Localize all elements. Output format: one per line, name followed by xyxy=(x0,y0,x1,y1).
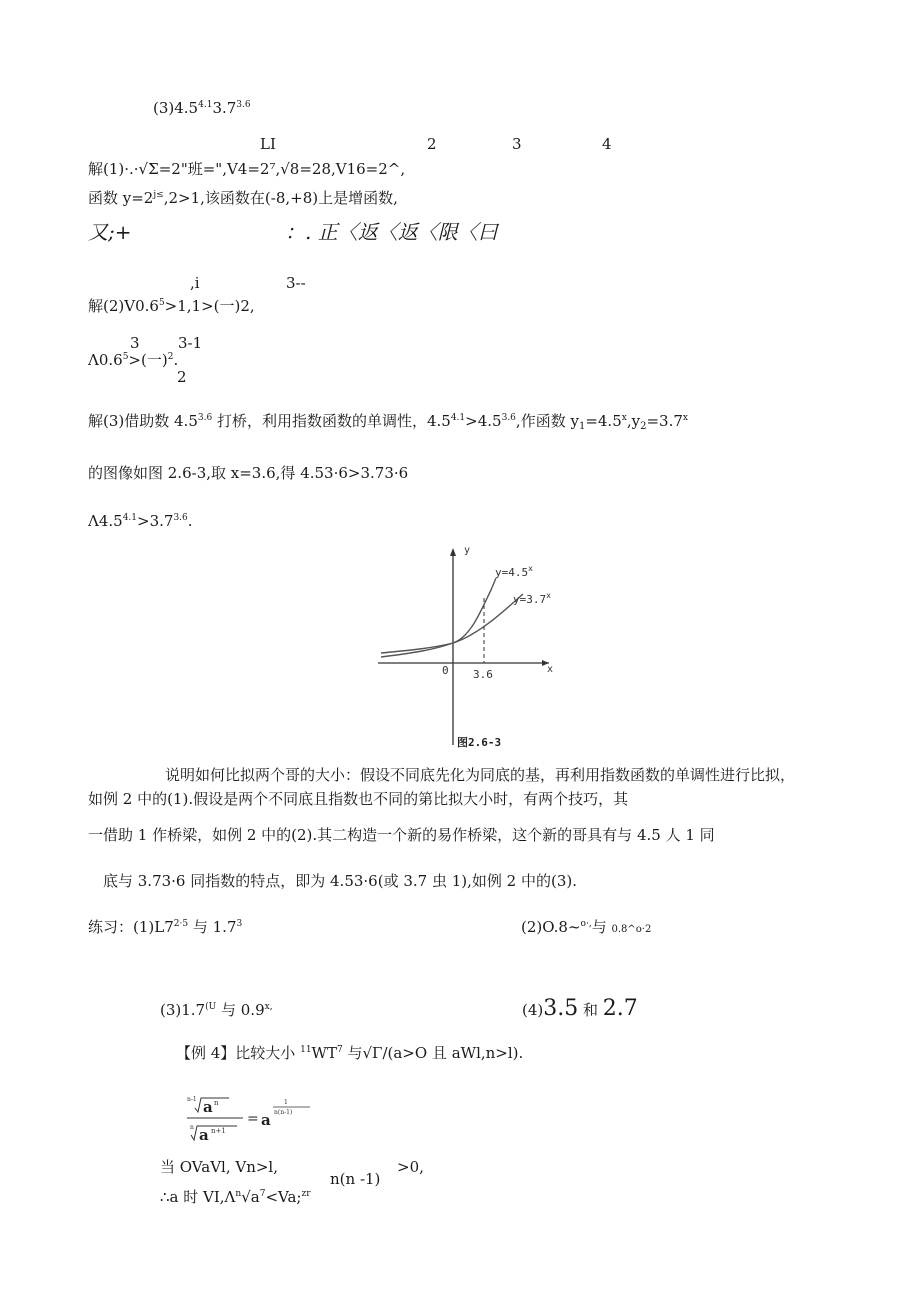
exercise-2: (2)O.8~$^{o\cdot,}$与 0.8^o·2 xyxy=(521,918,652,936)
garbled-line-b: ：. 正〈返〈返〈限〈曰 xyxy=(285,220,498,244)
explanation-para-1: 说明如何比拟两个哥的大小：假设不同底先化为同底的基，再利用指数函数的单调性进行比拟， xyxy=(165,766,796,784)
fragment-li: LI xyxy=(260,135,276,153)
exercise-1: 练习：$(1)L7^{2\cdot 5}$ 与 $1.7^3$ xyxy=(88,918,243,936)
fraction-denominator-2: 2 xyxy=(177,368,187,386)
origin-label: 0 xyxy=(442,664,449,677)
explanation-para-2: 如例 2 中的(1).假设是两个不同底且指数也不同的第比拟大小时，有两个技巧，其 xyxy=(88,790,629,808)
curve-3-7-x xyxy=(381,594,523,653)
denominator-exponent: n+1 xyxy=(211,1127,226,1135)
garbled-line-a: 又;+ xyxy=(88,220,132,244)
y-axis-label: y xyxy=(464,545,471,556)
numerator-index: n-1 xyxy=(187,1096,197,1103)
fragment-3-dash: 3-- xyxy=(286,274,306,292)
fragment-2: 2 xyxy=(427,135,437,153)
fraction-numerator-3: 3 xyxy=(130,334,140,352)
example-4-heading: 【例 4】比较大小 $^{11}WT^7$ 与√Γ/(a>O 且 aWl,n>l). xyxy=(176,1044,524,1062)
solution-3-line: 解(3)借助数 $4.5^{3.6}$ 打桥，利用指数函数的单调性，$4.5^{4.1}>4.5^{3.6}$,作函数 $y_1=4.5^x,y_2=3.7^x$ xyxy=(88,412,688,432)
rhs-exp-numerator: 1 xyxy=(284,1099,288,1106)
figure-reference-line: 的图像如图 2.6-3,取 x=3.6,得 4.53·6>3.73·6 xyxy=(88,464,409,482)
fragment-4: 4 xyxy=(602,135,612,153)
curve-1-label: $y=4.5^x$ xyxy=(495,564,533,579)
explanation-para-3: 一借助 1 作桥梁，如例 2 中的(2).其二构造一个新的易作桥梁，这个新的哥具有与 4.5 人 1 同 xyxy=(88,826,715,844)
tick-3-6-label: 3.6 xyxy=(473,668,493,681)
explanation-para-4: 底与 3.73·6 同指数的特点，即为 4.53·6(或 3.7 虫 1),如例 2 中的(3). xyxy=(103,872,577,890)
example-part-3-heading: $(3)4.5^{4.1}3.7^{3.6}$ xyxy=(153,99,251,117)
curve-2-label: $y=3.7^x$ xyxy=(513,591,551,606)
rhs-base: a xyxy=(261,1111,271,1129)
exercise-3: $(3)1.7^{(U}$ 与 $0.9^{x,}$ xyxy=(160,1001,273,1019)
denominator-product: n(n -1) xyxy=(330,1170,381,1188)
solution-3-conclusion: $\Lambda 4.5^{4.1}>3.7^{3.6}$. xyxy=(88,512,193,530)
y-axis-arrow xyxy=(450,548,456,556)
denominator-index: n xyxy=(190,1124,194,1131)
function-statement: 函数 $y=2^{j\le},2>1$,该函数在(-8,+8)上是增函数, xyxy=(88,189,398,207)
numerator-base: a xyxy=(203,1098,213,1116)
root-ratio-formula xyxy=(185,1090,315,1150)
figure-caption: 图2.6-3 xyxy=(457,736,502,749)
solution-2-line: 解$(2)V0.6^5>1,1>$(一)2, xyxy=(88,297,255,315)
x-axis-label: x xyxy=(547,664,553,675)
rhs-exp-denominator: n(n-1) xyxy=(274,1109,293,1116)
exponential-graph-figure xyxy=(373,540,553,755)
final-conclusion: ∴a 时 $VI,\Lambda^n√a^7<Va;^{zr}$ xyxy=(160,1188,311,1206)
denominator-base: a xyxy=(199,1126,209,1144)
condition-line: 当 OVaVl, Vn>l, xyxy=(160,1158,278,1176)
exercise-4: (4)3.5 和 2.7 xyxy=(522,996,638,1021)
equals-sign: = xyxy=(247,1111,259,1127)
fraction-numerator-3-1: 3-1 xyxy=(178,334,203,352)
numerator-exponent: n xyxy=(214,1099,219,1107)
solution-1-line: 解(1)·.·√Σ=2"班=",V4=2⁷,√8=28,V16=2^, xyxy=(88,160,406,178)
solution-2-conclusion: $\Lambda 0.6^5>$(一)$^2$. xyxy=(88,351,179,369)
fragment-i: ,i xyxy=(190,274,200,292)
fragment-3: 3 xyxy=(512,135,522,153)
positive-comparison: >0, xyxy=(397,1158,424,1176)
curve-4-5-x xyxy=(381,578,496,657)
